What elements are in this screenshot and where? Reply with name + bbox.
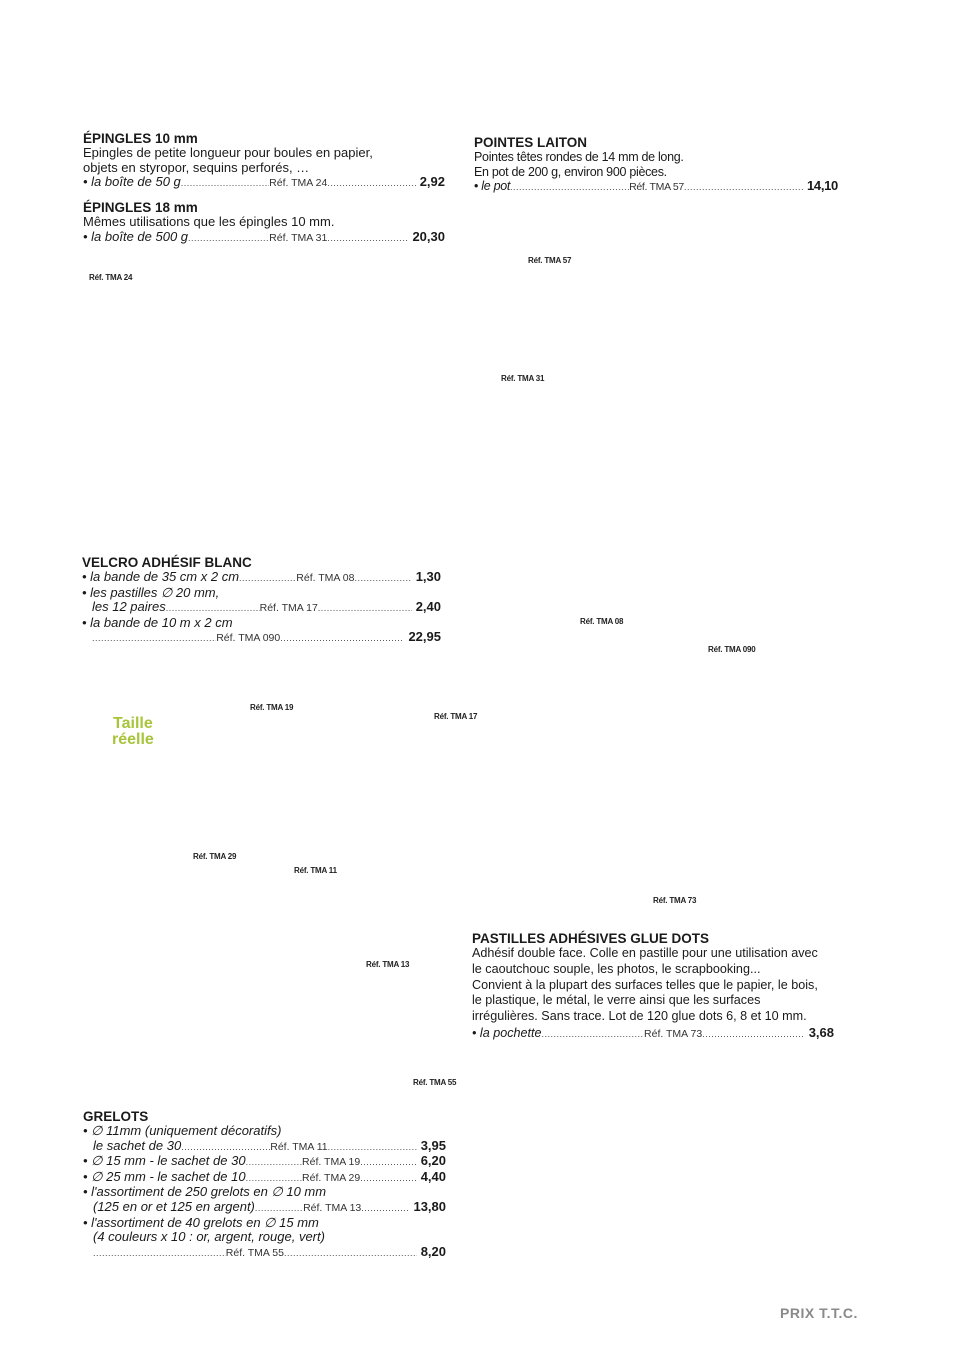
grelots-price-3: 4,40 [420, 1168, 447, 1184]
epingles-10-desc-line2: objets en styropor, sequins perforés, … [83, 159, 310, 175]
glue-desc-line3: Convient à la plupart des surfaces telles que le papier, le bois, [472, 977, 818, 992]
ref-tag-tma73: Réf. TMA 73 [653, 896, 697, 905]
pointes-title: POINTES LAITON [474, 135, 588, 150]
ref-tag-tma17: Réf. TMA 17 [434, 712, 478, 721]
grelots-item-1a: • ∅ 11mm (uniquement décoratifs) [83, 1123, 282, 1138]
glue-desc-line2: le caoutchouc souple, les photos, le scrapbooking... [472, 961, 761, 976]
grelots-price-2: 6,20 [420, 1153, 447, 1169]
velcro-price-1: 1,30 [415, 569, 442, 584]
grelots-section [83, 1109, 446, 1260]
grelots-row-2 [83, 1154, 446, 1170]
epingles-18-title: ÉPINGLES 18 mm [83, 200, 198, 215]
grelots-item-4b: (125 en or et 125 en argent) [93, 1198, 255, 1214]
grelots-title: GRELOTS [83, 1109, 149, 1124]
ref-tag-tma24: Réf. TMA 24 [89, 273, 133, 282]
velcro-ref-1: Réf. TMA 08 [296, 572, 355, 584]
pointes-desc-line2: En pot de 200 g, environ 900 pièces. [474, 164, 667, 179]
ref-tag-tma57: Réf. TMA 57 [528, 256, 572, 265]
footer-prix-ttc: PRIX T.T.C. [780, 1305, 858, 1321]
glue-price: 3,68 [808, 1024, 835, 1040]
grelots-item-4a: • l'assortiment de 250 grelots en ∅ 10 mm [83, 1184, 327, 1200]
grelots-row-1 [83, 1139, 446, 1155]
grelots-row-5 [83, 1245, 446, 1261]
grelots-ref-4: Réf. TMA 13 [303, 1201, 362, 1214]
glue-desc-line1: Adhésif double face. Colle en pastille pour une utilisation avec [472, 946, 818, 960]
taille-line1: Taille [113, 715, 153, 732]
epingles-10-price-row [83, 175, 445, 191]
grelots-ref-2: Réf. TMA 19 [302, 1156, 361, 1169]
glue-ref: Réf. TMA 73 [644, 1027, 703, 1040]
grelots-ref-3: Réf. TMA 29 [302, 1171, 361, 1184]
ref-tag-tma31: Réf. TMA 31 [501, 374, 545, 383]
taille-line2: réelle [112, 731, 154, 748]
epingles-10-section [83, 131, 445, 191]
epingles-18-price: 20,30 [412, 228, 445, 244]
velcro-item-2b: les 12 paires [92, 599, 166, 615]
velcro-ref-2: Réf. TMA 17 [259, 602, 318, 615]
pointes-item: le pot [481, 179, 511, 194]
epingles-18-section [83, 200, 445, 245]
grelots-price-4: 13,80 [413, 1198, 447, 1214]
glue-dots-section [472, 931, 834, 1043]
epingles-10-ref: Réf. TMA 24 [269, 177, 328, 190]
glue-item: • la pochette [472, 1025, 542, 1040]
pointes-desc-line1: Pointes têtes rondes de 14 mm de long. [474, 150, 684, 164]
epingles-18-price-row [83, 230, 445, 246]
pointes-price-row [474, 179, 838, 195]
ref-tag-tma08: Réf. TMA 08 [580, 617, 624, 626]
grelots-ref-1: Réf. TMA 11 [270, 1140, 328, 1153]
velcro-item-2a: • les pastilles ∅ 20 mm, [82, 584, 220, 600]
pointes-ref: Réf. TMA 57 [629, 181, 684, 194]
epingles-10-price: 2,92 [419, 174, 445, 190]
velcro-price-3: 22,95 [408, 629, 441, 645]
epingles-18-item: • la boîte de 500 g [83, 228, 189, 244]
grelots-item-2: • ∅ 15 mm - le sachet de 30 [83, 1153, 246, 1169]
epingles-18-ref: Réf. TMA 31 [269, 231, 328, 244]
glue-desc-line5: irrégulières. Sans trace. Lot de 120 glue dots 6, 8 et 10 mm. [472, 1009, 807, 1024]
velcro-item-3: • la bande de 10 m x 2 cm [82, 614, 233, 630]
ref-tag-tma55: Réf. TMA 55 [413, 1078, 457, 1087]
epingles-10-desc-line1: Epingles de petite longueur pour boules en papier, [83, 145, 373, 160]
glue-title: PASTILLES ADHÉSIVES GLUE DOTS [472, 931, 710, 946]
ref-tag-tma19: Réf. TMA 19 [250, 703, 294, 712]
epingles-10-title: ÉPINGLES 10 mm [83, 131, 198, 146]
pointes-laiton-section [474, 135, 838, 195]
ref-tag-tma11: Réf. TMA 11 [294, 866, 337, 875]
velcro-title: VELCRO ADHÉSIF BLANC [82, 555, 252, 570]
glue-price-row [472, 1025, 834, 1043]
ref-tag-tma090: Réf. TMA 090 [708, 645, 756, 654]
grelots-price-1: 3,95 [420, 1137, 447, 1153]
pointes-bullet: • [474, 179, 479, 194]
grelots-ref-5: Réf. TMA 55 [225, 1246, 284, 1259]
grelots-row-3 [83, 1170, 446, 1186]
pointes-price: 14,10 [806, 178, 838, 194]
epingles-10-item: • la boîte de 50 g [83, 174, 181, 190]
ref-tag-tma13: Réf. TMA 13 [366, 960, 410, 969]
grelots-item-3: • ∅ 25 mm - le sachet de 10 [83, 1168, 246, 1184]
glue-desc-line4: le plastique, le métal, le verre ainsi que les surfaces [472, 993, 761, 1008]
velcro-row-2 [82, 600, 441, 616]
velcro-row-3 [82, 630, 441, 646]
grelots-item-5a: • l'assortiment de 40 grelots en ∅ 15 mm [83, 1214, 319, 1230]
taille-reelle-label [112, 716, 154, 748]
velcro-row-1 [82, 570, 441, 586]
ref-tag-tma29: Réf. TMA 29 [193, 852, 237, 861]
grelots-row-4 [83, 1200, 446, 1216]
velcro-item-1: • la bande de 35 cm x 2 cm [82, 569, 240, 584]
epingles-18-desc: Mêmes utilisations que les épingles 10 mm. [83, 214, 335, 229]
velcro-section [82, 555, 441, 646]
grelots-item-5b: (4 couleurs x 10 : or, argent, rouge, vert) [93, 1229, 325, 1245]
grelots-item-1b: le sachet de 30 [93, 1137, 182, 1153]
velcro-ref-3: Réf. TMA 090 [216, 632, 281, 645]
grelots-price-5: 8,20 [420, 1243, 447, 1259]
velcro-price-2: 2,40 [415, 599, 442, 615]
